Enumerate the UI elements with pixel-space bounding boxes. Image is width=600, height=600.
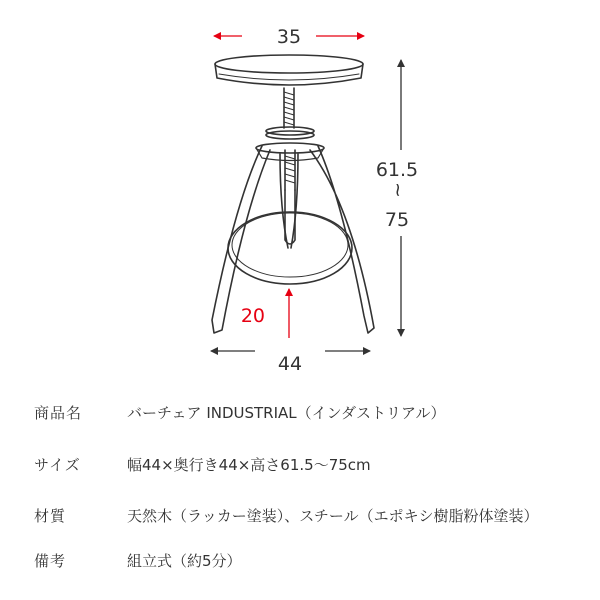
seat-width-dimension [214, 26, 364, 48]
stool-foot-ring [228, 212, 352, 284]
foot-width-label: 44 [277, 353, 303, 375]
spec-label: 商品名 [34, 404, 83, 422]
height-tilde-label: ~ [387, 182, 409, 198]
spec-row-notes [0, 546, 600, 576]
stool-screw [284, 88, 295, 244]
spec-label: サイズ [34, 456, 81, 474]
spec-label: 備考 [34, 552, 67, 570]
spec-value: 天然木（ラッカー塗装）、スチール（エポキシ樹脂粉体塗装） [127, 507, 539, 525]
spec-value: 幅44×奥行き44×高さ61.5〜75cm [127, 456, 371, 474]
footrest-height-label: 20 [240, 305, 265, 327]
spec-value: バーチェア INDUSTRIAL（インダストリアル） [127, 404, 446, 422]
height-max-label: 75 [384, 209, 410, 231]
spec-row-size [0, 450, 600, 480]
foot-width-dimension [211, 351, 370, 375]
total-height-dimension [376, 60, 418, 336]
stool-seat [215, 55, 363, 85]
spec-row-product-name [0, 398, 600, 428]
spec-label: 材質 [34, 507, 67, 525]
seat-width-label: 35 [276, 26, 302, 48]
spec-value: 組立式（約5分） [127, 552, 242, 570]
height-min-label: 61.5 [375, 159, 419, 181]
spec-row-material [0, 501, 600, 531]
footrest-height-dimension [241, 289, 289, 338]
stool-illustration [212, 55, 374, 333]
